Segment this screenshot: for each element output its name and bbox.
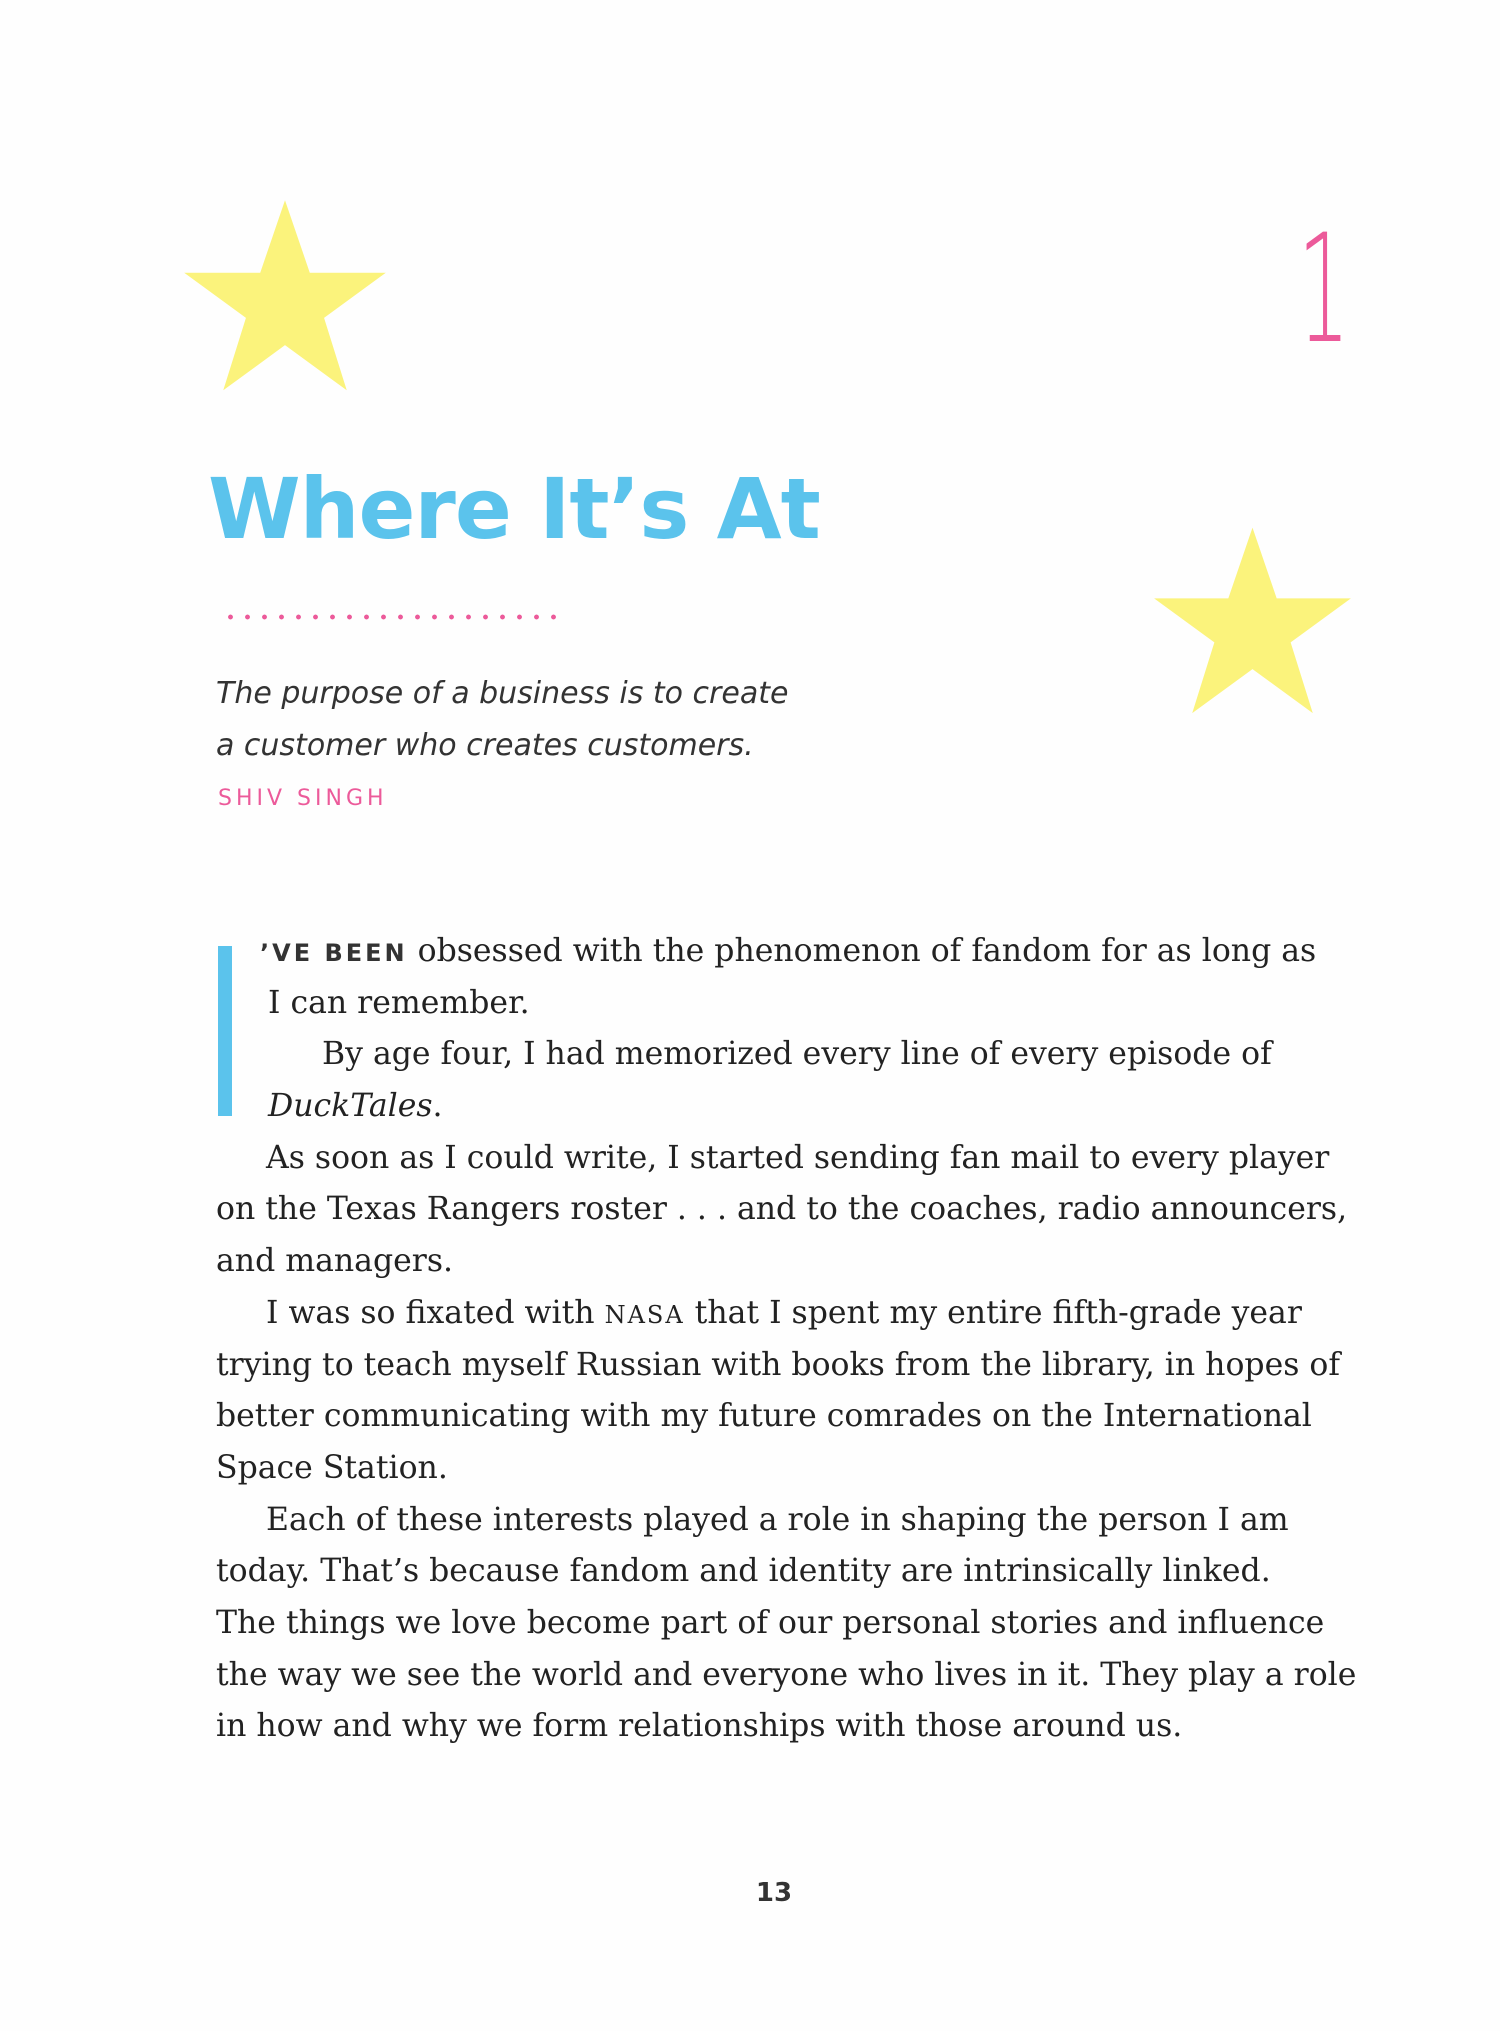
chapter-number: 1 — [1297, 203, 1350, 377]
body-line-text: obsessed with the phenomenon of fandom for as long as — [407, 933, 1317, 969]
body-line: and managers. — [216, 1243, 454, 1280]
body-line: today. That’s because fandom and identity are intrinsically linked. — [216, 1553, 1271, 1590]
body-text — [216, 926, 1357, 1753]
body-line — [216, 1288, 1306, 1340]
body-line: By age four, I had memorized every line of every episode of — [322, 1036, 1272, 1073]
body-line — [216, 1081, 1306, 1133]
body-line: As soon as I could write, I started sending fan mail to every player — [266, 1139, 1330, 1176]
body-line-text: that I spent my entire fifth-grade year — [684, 1294, 1302, 1331]
star-decoration-icon — [180, 200, 390, 400]
dotted-divider — [222, 614, 562, 620]
star-decoration-icon — [1150, 525, 1355, 725]
small-caps-acronym: NASA — [604, 1300, 685, 1329]
epigraph — [216, 668, 916, 772]
body-line: on the Texas Rangers roster . . . and to the coaches, radio announcers, — [216, 1191, 1348, 1228]
body-line — [216, 926, 1317, 978]
lead-in: ’VE BEEN — [260, 939, 408, 967]
body-line: The things we love become part of our personal stories and influence — [216, 1604, 1325, 1641]
body-line: the way we see the world and everyone who lives in it. They play a role — [216, 1656, 1357, 1693]
epigraph-line: The purpose of a business is to create — [216, 676, 789, 711]
body-line: Each of these interests played a role in shaping the person I am — [266, 1501, 1289, 1538]
body-line: Space Station. — [216, 1449, 448, 1486]
body-line: trying to teach myself Russian with books from the library, in hopes of — [216, 1346, 1341, 1383]
body-line-text: . — [432, 1088, 443, 1125]
epigraph-line: a customer who creates customers. — [216, 728, 754, 763]
page-number: 13 — [755, 1878, 793, 1908]
body-line: in how and why we form relationships with those around us. — [216, 1708, 1183, 1745]
chapter-title: Where It’s At — [208, 460, 820, 558]
body-line: I can remember. — [268, 984, 530, 1021]
book-title: DuckTales — [268, 1088, 433, 1125]
body-line: better communicating with my future comrades on the International — [216, 1398, 1312, 1435]
body-line-text: I was so fixated with — [266, 1294, 605, 1331]
epigraph-attribution: SHIV SINGH — [218, 786, 388, 811]
